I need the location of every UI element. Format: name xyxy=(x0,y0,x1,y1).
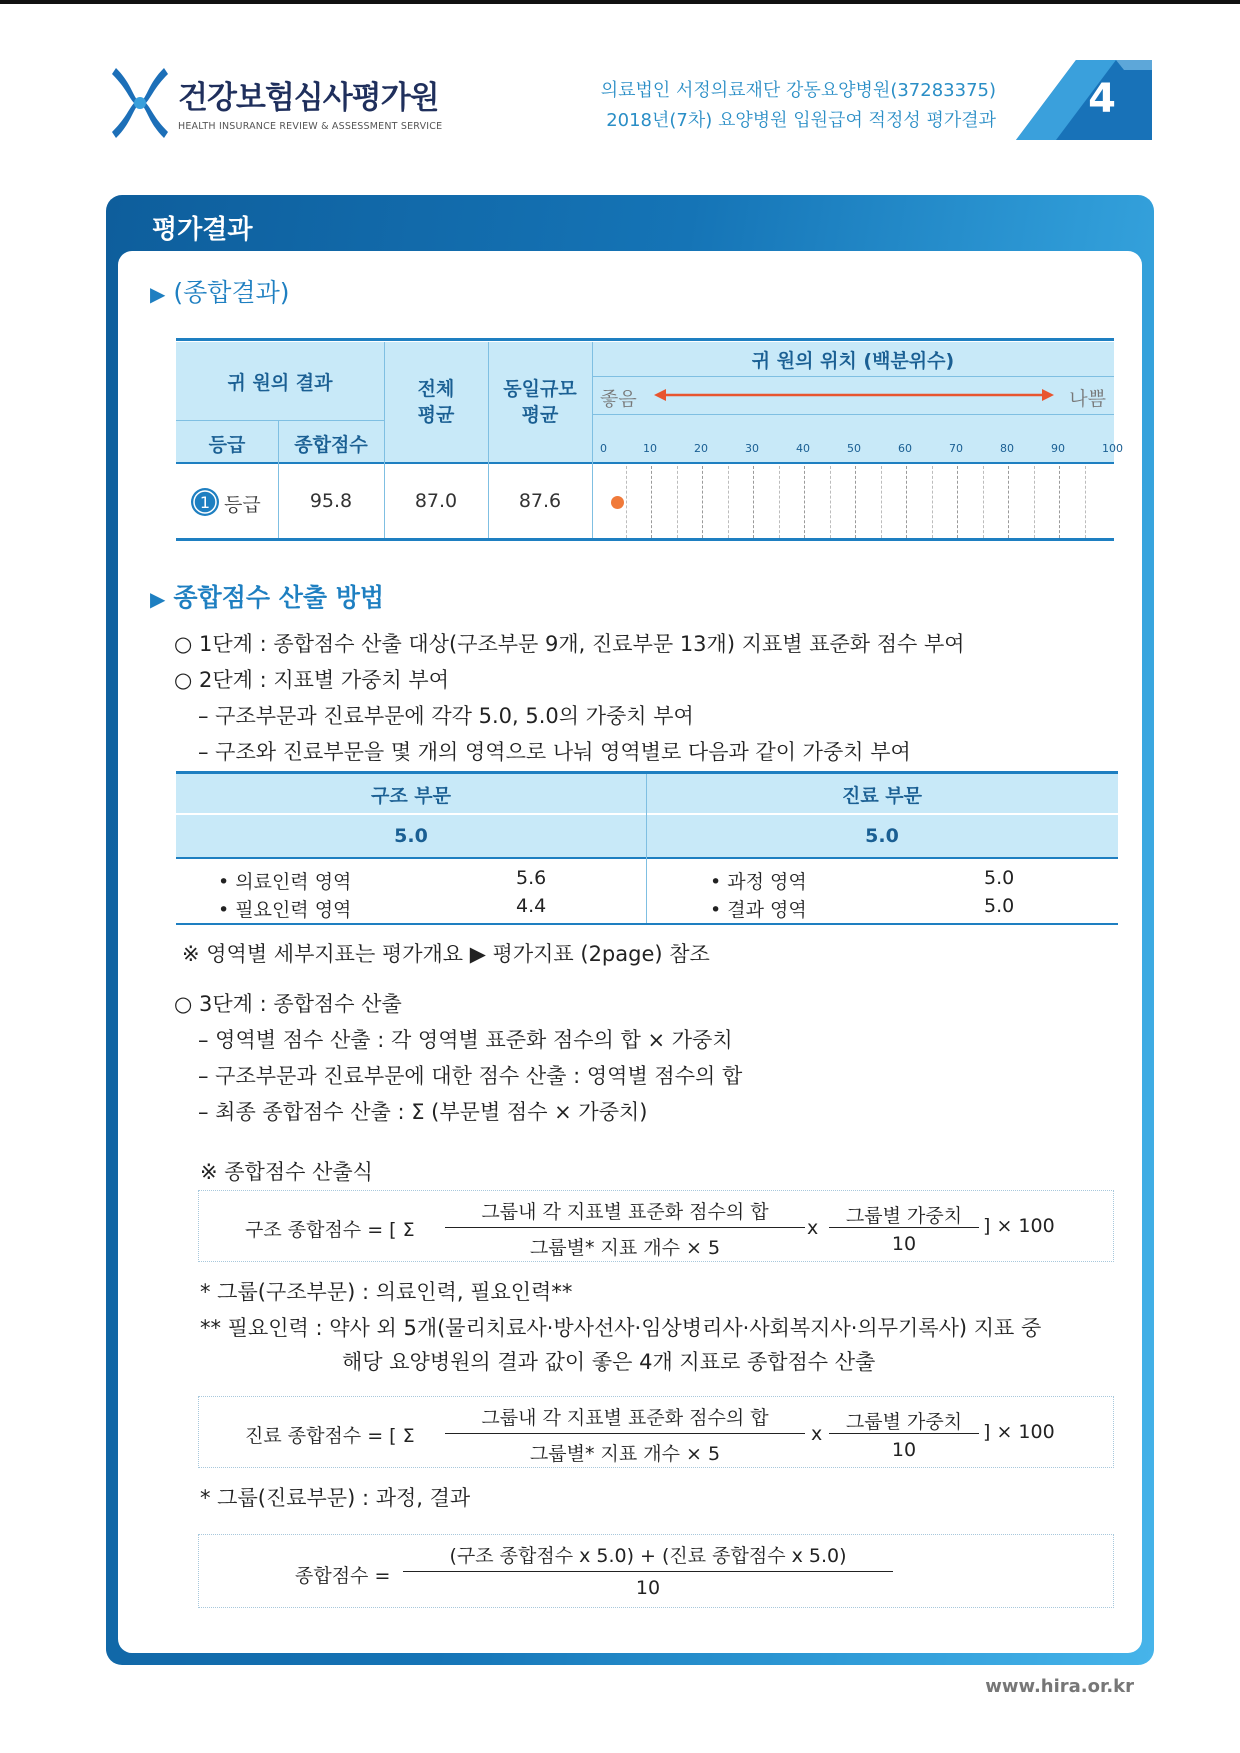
care-item-value: 5.0 xyxy=(984,867,1015,889)
structure-formula xyxy=(198,1190,1114,1262)
method-heading: ▶ 종합점수 산출 방법 xyxy=(150,583,384,612)
triangle-icon: ▶ xyxy=(150,282,166,306)
formula-title: ※ 종합점수 산출식 xyxy=(200,1160,373,1184)
percentile-tick-label: 90 xyxy=(1051,442,1065,455)
formula-numerator: 그룹내 각 지표별 표준화 점수의 합 xyxy=(481,1407,769,1429)
formula-denominator: 10 xyxy=(891,1233,917,1255)
percentile-tick-label: 50 xyxy=(847,442,861,455)
col-grade: 등급 xyxy=(208,434,246,456)
top-border xyxy=(0,0,1240,4)
step3-text: ○ 3단계 : 종합점수 산출 xyxy=(174,992,402,1016)
formula-numerator: (구조 종합점수 x 5.0) + (진료 종합점수 x 5.0) xyxy=(449,1545,847,1567)
percentile-grid-line xyxy=(753,466,754,538)
percentile-grid-line xyxy=(830,466,831,538)
formula-rhs: ] × 100 xyxy=(983,1421,1055,1443)
care-item-label: • 과정 영역 xyxy=(710,871,807,893)
percentile-grid-line xyxy=(932,466,933,538)
percentile-grid-line xyxy=(957,466,958,538)
step1-text: ○ 1단계 : 종합점수 산출 대상(구조부문 9개, 진료부문 13개) 지표별 표준화 점수 부여 xyxy=(174,632,965,656)
percentile-grid-line xyxy=(855,466,856,538)
formula-times: x xyxy=(811,1423,823,1445)
structure-item-label: • 필요인력 영역 xyxy=(218,899,352,921)
percentile-grid-line xyxy=(728,466,729,538)
percentile-tick-label: 60 xyxy=(898,442,912,455)
summary-heading: ▶ (종합결과) xyxy=(150,278,290,307)
bad-label: 나쁨 xyxy=(1069,388,1106,410)
formula-lhs: 진료 종합점수 = [ Σ xyxy=(245,1425,415,1447)
total-average: 87.0 xyxy=(414,490,458,512)
required-staff-note-cont: 해당 요양병원의 결과 값이 좋은 4개 지표로 종합점수 산출 xyxy=(342,1350,876,1374)
care-item-label: • 결과 영역 xyxy=(710,899,807,921)
step2-detail-b: – 구조와 진료부문을 몇 개의 영역으로 나눠 영역별로 다음과 같이 가중치 부여 xyxy=(198,740,911,764)
care-weight: 5.0 xyxy=(865,825,899,847)
percentile-grid-line xyxy=(626,466,627,538)
formula-times: x xyxy=(807,1217,819,1239)
panel-title: 평가결과 xyxy=(152,215,253,245)
formula-lhs: 구조 종합점수 = [ Σ xyxy=(245,1219,415,1241)
step3-detail-b: – 구조부문과 진료부문에 대한 점수 산출 : 영역별 점수의 합 xyxy=(198,1064,743,1088)
percentile-grid-line xyxy=(983,466,984,538)
structure-group-note: * 그룹(구조부문) : 의료인력, 필요인력** xyxy=(200,1280,573,1304)
percentile-grid-line xyxy=(1085,466,1086,538)
percentile-tick-label: 30 xyxy=(745,442,759,455)
col-position: 귀 원의 위치 (백분위수) xyxy=(751,350,955,372)
col-total-average: 전체 평균 xyxy=(417,378,455,426)
step3-detail-a: – 영역별 점수 산출 : 각 영역별 표준화 점수의 합 × 가중치 xyxy=(198,1028,733,1052)
composite-formula xyxy=(198,1534,1114,1608)
col-score: 종합점수 xyxy=(294,434,368,456)
percentile-grid-line xyxy=(906,466,907,538)
care-title: 진료 부문 xyxy=(841,785,923,807)
percentile-tick-label: 100 xyxy=(1102,442,1123,455)
structure-item-value: 5.6 xyxy=(516,867,547,889)
area-note: ※ 영역별 세부지표는 평가개요 ▶ 평가지표 (2page) 참조 xyxy=(182,942,710,966)
formula-rhs: ] × 100 xyxy=(983,1215,1055,1237)
double-arrow-icon xyxy=(654,386,1054,404)
grade-suffix: 등급 xyxy=(224,494,261,516)
percentile-tick-label: 80 xyxy=(1000,442,1014,455)
page-number: 4 xyxy=(1088,76,1116,122)
percentile-grid-line xyxy=(651,466,652,538)
summary-table xyxy=(176,338,1123,542)
logo-name: 건강보험심사평가원 xyxy=(178,80,439,116)
step3-detail-c: – 최종 종합점수 산출 : Σ (부문별 점수 × 가중치) xyxy=(198,1100,648,1124)
structure-item-value: 4.4 xyxy=(516,895,547,917)
col-own-result: 귀 원의 결과 xyxy=(227,372,333,394)
percentile-grid-line xyxy=(804,466,805,538)
percentile-grid-line xyxy=(881,466,882,538)
percentile-grid-line xyxy=(1008,466,1009,538)
percentile-grid-line xyxy=(1034,466,1035,538)
structure-weight: 5.0 xyxy=(394,825,428,847)
composite-score: 95.8 xyxy=(309,490,353,512)
care-group-note: * 그룹(진료부문) : 과정, 결과 xyxy=(200,1486,471,1510)
header-info xyxy=(601,76,996,136)
percentile-grid-line xyxy=(702,466,703,538)
percentile-tick-label: 0 xyxy=(600,442,607,455)
step2-detail-a: – 구조부문과 진료부문에 각각 5.0, 5.0의 가중치 부여 xyxy=(198,704,694,728)
structure-item-label: • 의료인력 영역 xyxy=(218,871,352,893)
hospital-name: 의료법인 서정의료재단 강동요양병원(37283375) xyxy=(600,80,996,101)
percentile-grid-line xyxy=(1059,466,1060,538)
percentile-marker xyxy=(611,496,624,509)
grade-badge xyxy=(190,487,220,517)
col-same-size-average: 동일규모 평균 xyxy=(503,378,577,426)
percentile-grid-line xyxy=(779,466,780,538)
logo-text xyxy=(178,72,442,132)
formula-numerator: 그룹내 각 지표별 표준화 점수의 합 xyxy=(481,1201,769,1223)
logo-subtitle: HEALTH INSURANCE REVIEW & ASSESSMENT SERVICE xyxy=(178,121,443,132)
percentile-tick-label: 20 xyxy=(694,442,708,455)
structure-title: 구조 부문 xyxy=(370,785,452,807)
care-item-value: 5.0 xyxy=(984,895,1015,917)
step2-text: ○ 2단계 : 지표별 가중치 부여 xyxy=(174,668,449,692)
formula-numerator: 그룹별 가중치 xyxy=(845,1411,963,1433)
same-size-average: 87.6 xyxy=(518,490,562,512)
footer-url: www.hira.or.kr xyxy=(985,1676,1134,1697)
report-title: 2018년(7차) 요양병원 입원급여 적정성 평가결과 xyxy=(606,110,996,131)
percentile-tick-label: 10 xyxy=(643,442,657,455)
formula-numerator: 그룹별 가중치 xyxy=(845,1205,963,1227)
percentile-tick-label: 70 xyxy=(949,442,963,455)
grade-number: 1 xyxy=(199,493,211,512)
triangle-icon: ▶ xyxy=(150,587,166,611)
required-staff-note: ** 필요인력 : 약사 외 5개(물리치료사·방사선사·임상병리사·사회복지사·의무기록사) 지표 중 xyxy=(200,1316,1042,1340)
weights-table xyxy=(176,771,1118,927)
formula-denominator: 그룹별* 지표 개수 × 5 xyxy=(529,1443,721,1465)
formula-denominator: 10 xyxy=(635,1577,661,1599)
good-label: 좋음 xyxy=(600,388,637,410)
formula-lhs: 종합점수 = xyxy=(295,1565,391,1587)
formula-denominator: 10 xyxy=(891,1439,917,1461)
percentile-tick-label: 40 xyxy=(796,442,810,455)
percentile-grid-line xyxy=(677,466,678,538)
care-formula xyxy=(198,1396,1114,1468)
formula-denominator: 그룹별* 지표 개수 × 5 xyxy=(529,1237,721,1259)
hira-logo-icon xyxy=(110,66,170,140)
